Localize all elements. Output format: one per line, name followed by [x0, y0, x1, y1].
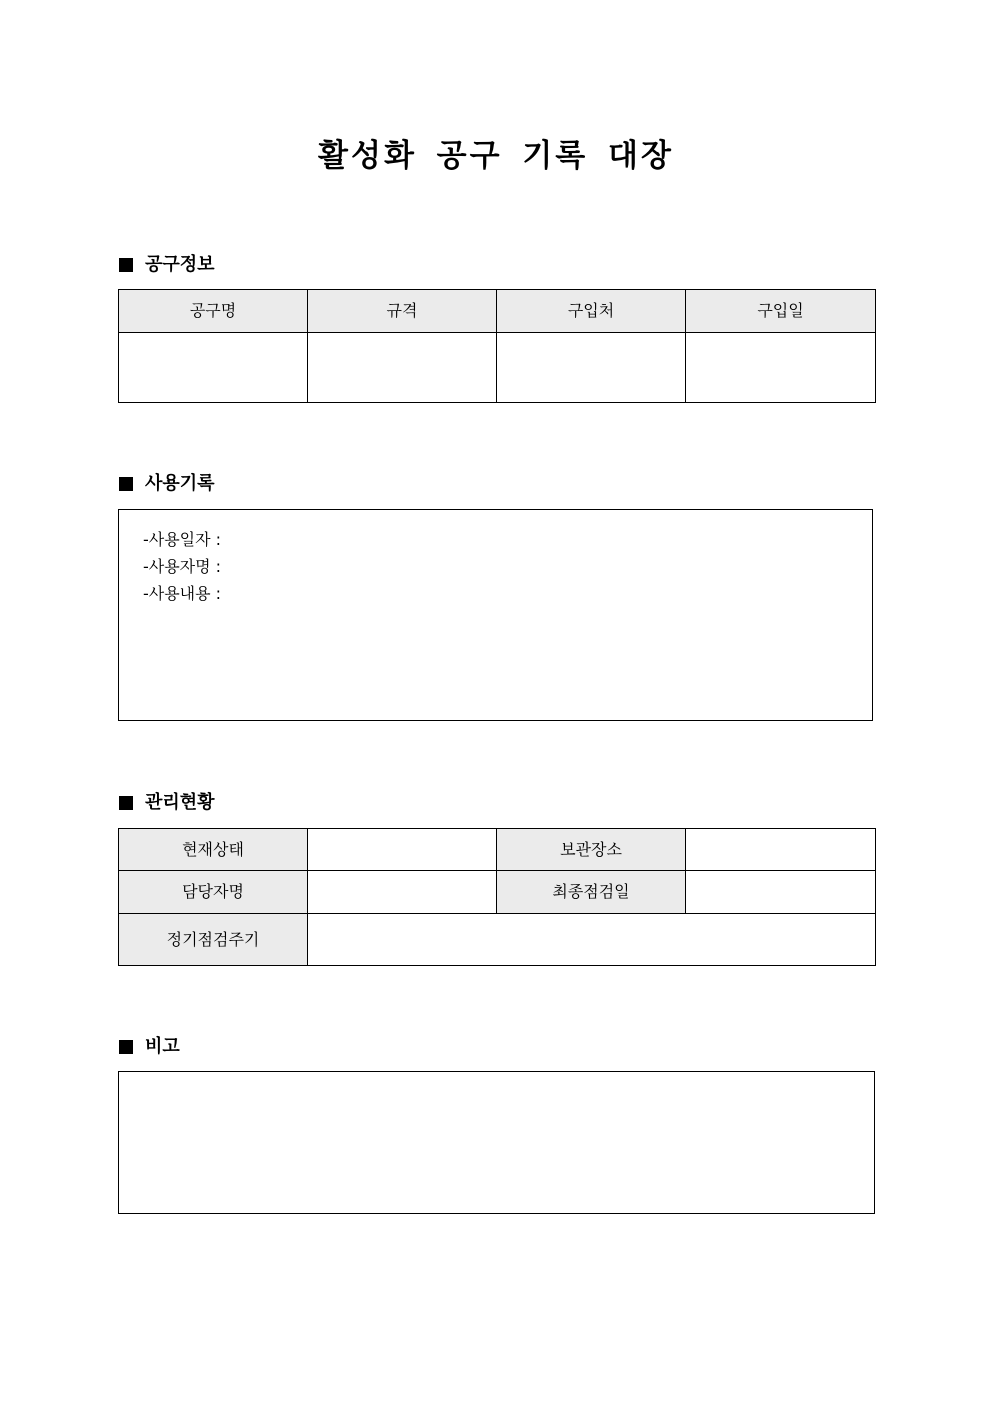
- usage-date-line: -사용일자 :: [143, 530, 222, 549]
- usage-record-box[interactable]: [118, 509, 873, 721]
- square-bullet-icon: [119, 1040, 133, 1054]
- management-row: [119, 829, 876, 871]
- square-bullet-icon: [119, 258, 133, 272]
- inspection-cycle-label: 정기점검주기: [119, 914, 308, 966]
- section-heading-label: 관리현황: [145, 792, 215, 813]
- section-heading-remarks: [119, 1035, 180, 1059]
- tool-info-header-row: [119, 290, 876, 333]
- tool-name-cell[interactable]: [119, 333, 308, 403]
- section-heading-usage: [119, 472, 215, 496]
- usage-content-line: -사용내용 :: [143, 584, 222, 603]
- header-tool-name: 공구명: [119, 290, 308, 333]
- storage-location-cell[interactable]: [686, 829, 876, 871]
- tool-info-table: [118, 289, 876, 403]
- header-spec: 규격: [308, 290, 497, 333]
- last-inspection-label: 최종점검일: [497, 871, 686, 914]
- section-heading-label: 공구정보: [145, 254, 215, 275]
- storage-location-label: 보관장소: [497, 829, 686, 871]
- square-bullet-icon: [119, 477, 133, 491]
- vendor-cell[interactable]: [497, 333, 686, 403]
- management-row: [119, 871, 876, 914]
- section-heading-label: 사용기록: [145, 473, 215, 494]
- section-heading-label: 비고: [145, 1036, 180, 1057]
- current-status-label: 현재상태: [119, 829, 308, 871]
- manager-name-cell[interactable]: [308, 871, 497, 914]
- section-heading-tool-info: [119, 253, 215, 277]
- last-inspection-cell[interactable]: [686, 871, 876, 914]
- spec-cell[interactable]: [308, 333, 497, 403]
- management-table: [118, 828, 876, 966]
- manager-name-label: 담당자명: [119, 871, 308, 914]
- remarks-box[interactable]: [118, 1071, 875, 1214]
- header-purchase-date: 구입일: [686, 290, 876, 333]
- document-title: 활성화 공구 기록 대장: [318, 138, 674, 174]
- header-vendor: 구입처: [497, 290, 686, 333]
- tool-info-value-row: [119, 333, 876, 403]
- purchase-date-cell[interactable]: [686, 333, 876, 403]
- current-status-cell[interactable]: [308, 829, 497, 871]
- usage-user-line: -사용자명 :: [143, 557, 222, 576]
- inspection-cycle-cell[interactable]: [308, 914, 876, 966]
- square-bullet-icon: [119, 796, 133, 810]
- section-heading-management: [119, 791, 215, 815]
- management-row: [119, 914, 876, 966]
